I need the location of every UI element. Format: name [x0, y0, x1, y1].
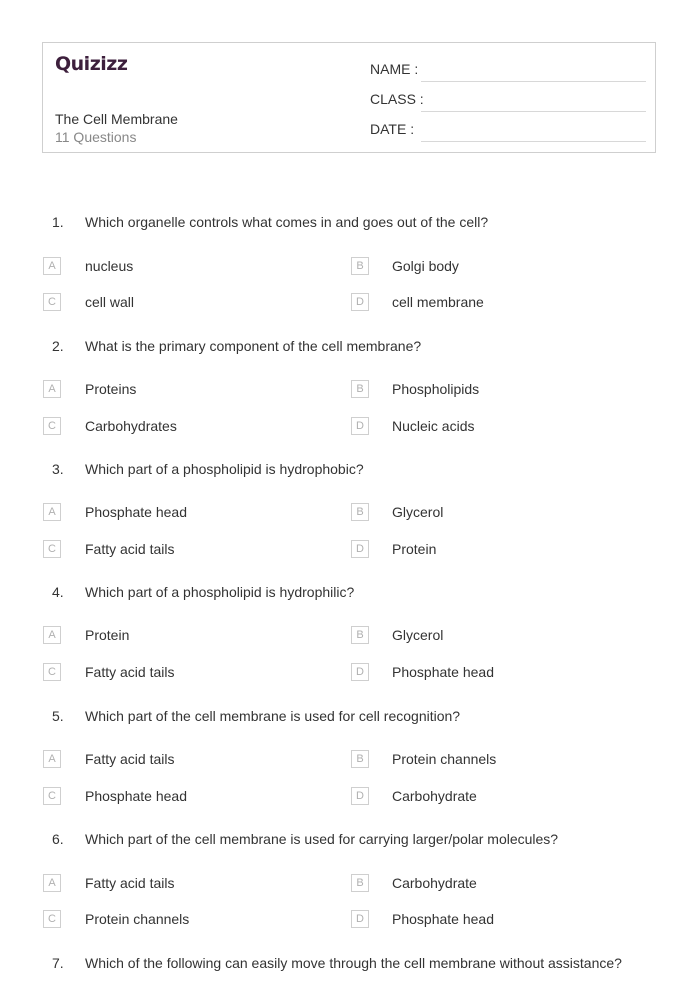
option-b-box[interactable]: B — [351, 750, 369, 768]
option-d-text: Phosphate head — [392, 664, 494, 680]
option-d-box[interactable]: D — [351, 540, 369, 558]
option-a-box[interactable]: A — [43, 874, 61, 892]
question-number: 2. — [52, 338, 64, 354]
name-label: NAME : — [370, 61, 419, 77]
option-a-text: Phosphate head — [85, 504, 187, 520]
option-d-box[interactable]: D — [351, 417, 369, 435]
question-text: Which part of the cell membrane is used for carrying larger/polar molecules? — [85, 831, 559, 847]
option-d-box[interactable]: D — [351, 910, 369, 928]
question-text: Which part of a phospholipid is hydrophobic? — [85, 461, 364, 477]
name-line — [421, 81, 646, 82]
option-a-box[interactable]: A — [43, 750, 61, 768]
option-c-box[interactable]: C — [43, 787, 61, 805]
option-a-box[interactable]: A — [43, 626, 61, 644]
option-b-box[interactable]: B — [351, 626, 369, 644]
date-label: DATE : — [370, 121, 415, 137]
option-b-text: Golgi body — [392, 258, 459, 274]
option-d-text: cell membrane — [392, 294, 484, 310]
question-number: 6. — [52, 831, 64, 847]
option-c-text: Phosphate head — [85, 788, 187, 804]
question-number: 7. — [52, 955, 64, 971]
option-d-text: Carbohydrate — [392, 788, 477, 804]
option-b-box[interactable]: B — [351, 380, 369, 398]
option-a-text: nucleus — [85, 258, 134, 274]
option-a-text: Fatty acid tails — [85, 875, 175, 891]
option-c-box[interactable]: C — [43, 663, 61, 681]
option-a-box[interactable]: A — [43, 257, 61, 275]
question-text: Which organelle controls what comes in and goes out of the cell? — [85, 214, 489, 230]
option-d-text: Nucleic acids — [392, 418, 475, 434]
question-number: 1. — [52, 214, 64, 230]
option-d-box[interactable]: D — [351, 663, 369, 681]
option-b-text: Glycerol — [392, 627, 444, 643]
option-b-box[interactable]: B — [351, 874, 369, 892]
question-number: 4. — [52, 584, 64, 600]
class-field[interactable] — [370, 91, 646, 109]
option-c-text: Carbohydrates — [85, 418, 177, 434]
option-a-box[interactable]: A — [43, 380, 61, 398]
question-count: 11 Questions — [55, 129, 137, 145]
option-b-text: Phospholipids — [392, 381, 480, 397]
worksheet-title: The Cell Membrane — [55, 111, 178, 127]
option-b-text: Glycerol — [392, 504, 444, 520]
option-b-box[interactable]: B — [351, 257, 369, 275]
option-c-text: Fatty acid tails — [85, 664, 175, 680]
option-c-text: Protein channels — [85, 911, 190, 927]
option-d-box[interactable]: D — [351, 787, 369, 805]
question-text: What is the primary component of the cell membrane? — [85, 338, 422, 354]
date-field[interactable] — [370, 121, 646, 139]
option-a-box[interactable]: A — [43, 503, 61, 521]
question-text: Which part of the cell membrane is used for cell recognition? — [85, 708, 461, 724]
option-d-box[interactable]: D — [351, 293, 369, 311]
class-line — [421, 111, 646, 112]
option-b-text: Carbohydrate — [392, 875, 477, 891]
class-label: CLASS : — [370, 91, 424, 107]
question-number: 5. — [52, 708, 64, 724]
question-text: Which of the following can easily move through the cell membrane without assistance? — [85, 955, 622, 971]
option-c-box[interactable]: C — [43, 293, 61, 311]
option-c-box[interactable]: C — [43, 417, 61, 435]
worksheet-header — [42, 42, 656, 153]
option-c-box[interactable]: C — [43, 910, 61, 928]
option-d-text: Phosphate head — [392, 911, 494, 927]
option-a-text: Fatty acid tails — [85, 751, 175, 767]
option-c-text: cell wall — [85, 294, 135, 310]
option-c-box[interactable]: C — [43, 540, 61, 558]
name-field[interactable] — [370, 61, 646, 79]
question-text: Which part of a phospholipid is hydrophilic? — [85, 584, 355, 600]
date-line — [421, 141, 646, 142]
option-c-text: Fatty acid tails — [85, 541, 175, 557]
option-d-text: Protein — [392, 541, 437, 557]
option-b-box[interactable]: B — [351, 503, 369, 521]
quizizz-logo: Quizizz — [55, 53, 128, 75]
option-a-text: Protein — [85, 627, 130, 643]
question-number: 3. — [52, 461, 64, 477]
option-b-text: Protein channels — [392, 751, 497, 767]
option-a-text: Proteins — [85, 381, 137, 397]
